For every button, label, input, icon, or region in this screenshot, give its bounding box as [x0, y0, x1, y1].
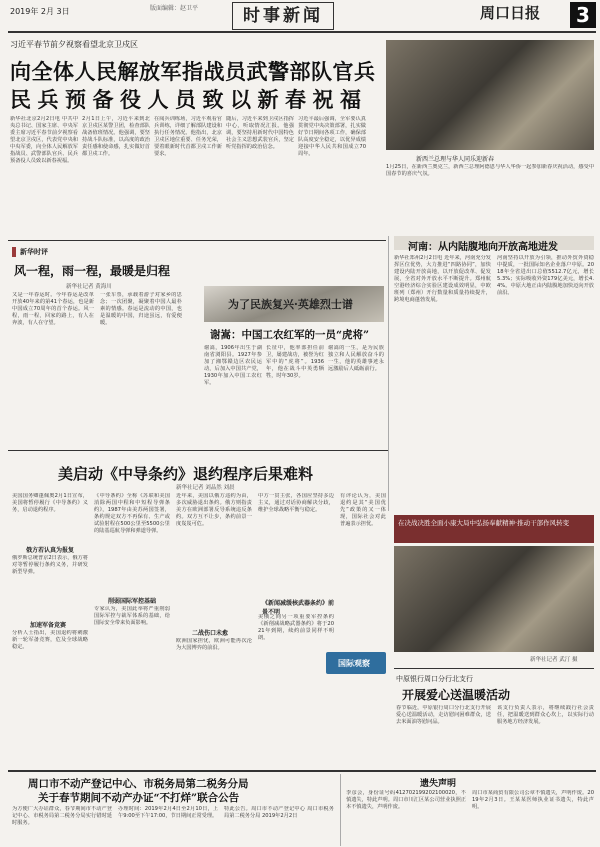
charity-caption: 新华社记者 武汀 摄: [530, 657, 578, 663]
lead-photo-text: 1月25日，在新西兰奥克兰，新西兰总理阿德恩与华人华侨一起参加新春庆祝活动，感受中国春节的喜庆气氛。: [386, 164, 594, 177]
bank-body-col2: 该支行负责人表示，将继续践行社会责任，把温暖送到群众心坎上，以实际行动服务地方经济发展。: [497, 705, 594, 725]
inf-body-col3: 近年来，美国以俄方违约为由，多次威胁退出条约。俄方则指责美方在欧洲部署反导系统违反条约。双方互不让步，条约前景一度岌岌可危。: [176, 493, 252, 527]
header-rule: [8, 31, 596, 33]
inf-body-col2: 《中导条约》全称《苏联和美国消除两国中程和中短程导弹条约》，1987年由美苏两国签署，条约规定双方不再保有、生产或试验射程在500公里至5500公里的陆基巡航导弹和弹道导弹。: [94, 493, 170, 534]
lead-photo-caption: 新西兰总理与华人同乐迎新春: [416, 156, 495, 163]
inf-subhead-5: 《新闻减缓核武器条约》前景不明: [262, 600, 335, 616]
notice-title-line2: 关于春节期间不动产办证“不打烊”联合公告: [38, 792, 240, 804]
martyr-title: 谢嵩：中国工农红军的一员“虎将”: [210, 329, 370, 341]
column-divider: [388, 236, 389, 511]
commentary-byline: 新华社记者 黄海川: [66, 284, 112, 290]
lead-body-col4: 随后，习近平来到卫戍区指挥中心，听取情况汇报。他强调，要坚持用新时代中国特色社会主义思想武装官兵，坚定听党指挥的政治信念。: [226, 116, 294, 150]
lead-body-col5: 习近平最后强调，全军要认真贯彻党中央决策部署，扎实做好节日期间各项工作，确保部队高度安全稳定，以优异成绩迎接中华人民共和国成立70周年。: [298, 116, 366, 157]
issue-date: 2019年 2月 3日: [10, 7, 70, 16]
lead-body-col2: 2月1日上午，习近平来到北京卫戍区某警卫团，检查部队战备值班情况。他强调，要坚持战斗队标准，以高度的政治责任感和使命感，扎实做好首都卫戍工作。: [82, 116, 150, 157]
section-rule-1: [8, 240, 386, 241]
lead-headline-line1: 向全体人民解放军指战员武警部队官兵: [10, 59, 376, 84]
inf-title: 美启动《中导条约》退约程序后果难料: [58, 465, 314, 483]
martyr-banner: 为了民族复兴·英雄烈士谱: [228, 298, 353, 311]
page-editor: 版面编辑：赵卫平: [150, 5, 199, 12]
commentary-tag: 新华时评: [20, 248, 48, 256]
commentary-body-col2: 一张车票，承载着游子对家乡的思念；一次团聚，凝聚着中国人最朴素的情感。春运是流动的中国，也是温暖的中国，归途虽远，有爱便暖。: [100, 292, 182, 326]
lead-body-col1: 新华社北京2月2日电 中共中央总书记、国家主席、中央军委主席习近平春节前夕视察看望北京卫戍区，代表党中央和中央军委，向全体人民解放军指战员、武警部队官兵、民兵预备役人员致以新春祝福。: [10, 116, 78, 164]
inf-body-col2b: 专家认为，美国此举将严重削弱国际军控与裁军体系的基础，给国际安全带来负面影响。: [94, 606, 170, 626]
inf-subhead-2: 加速军备竞赛: [30, 622, 67, 629]
inf-body-col4: 中方一贯主张，各国应坚持多边主义，通过对话协商解决分歧，维护全球战略平衡与稳定。: [258, 493, 334, 513]
lead-kicker: 习近平春节前夕视察看望北京卫戍区: [10, 40, 138, 49]
page-number: 3: [570, 2, 596, 28]
inf-body-col1: 俄罗斯总统普京2日表示，俄方将对等暂停履行条约义务，并研发新型导弹。: [12, 555, 88, 575]
notice-divider: [340, 774, 341, 846]
lost-body-col2: 周口市某商贸有限公司公章不慎遗失，声明作废。2019年2月3日。王某某医师执业证书遗失，特此声明。: [472, 790, 594, 810]
martyr-body-col3: 谢嵩的一生，是为民族独立和人民解放奋斗的一生，他的英雄事迹永远激励后人砥砺前行。: [328, 345, 384, 372]
section-rule-2: [8, 450, 388, 451]
henan-title: 河南：从内陆腹地向开放高地进发: [408, 242, 558, 253]
section-rule-4: [8, 770, 596, 772]
commentary-body-col1: 又是一年春运时。今年春运是改革开放40年来的第41个春运，也是新中国成立70周年的首个春运。风一程，雨一程，回家的路上，有人在奔波，有人在守望。: [12, 292, 94, 326]
notice-body-col2: 办理时间：2019年2月4日至2月10日，上午9:00至下午17:00，节日期间正常受理。: [118, 806, 218, 819]
bank-kicker: 中原银行周口分行北支行: [396, 675, 473, 683]
lead-body-col3: 在阅兵训练场，习近平观看官兵训练，详细了解部队建设和执行任务情况。他指出，北京卫戍区地位重要、任务光荣，要着眼新时代首都卫戍工作新要求。: [154, 116, 222, 157]
bank-title: 开展爱心送温暖活动: [402, 688, 511, 702]
notice-body-col1: 为方便广大办证群众，春节期间市不动产登记中心、市税务局第二税务分局实行错时延时服务。: [12, 806, 112, 826]
masthead: 周口日报: [480, 4, 541, 22]
inf-byline: 新华社记者 刘品然 刘晨: [176, 485, 235, 491]
notice-body-col3: 特此公告。周口市不动产登记中心 周口市税务局第二税务分局 2019年2月2日: [224, 806, 334, 819]
commentary-title: 风一程，雨一程，最暖是归程: [14, 264, 171, 278]
inf-body-col3b: 欧洲国家担忧，欧洲可能再次沦为大国博弈的前沿。: [176, 638, 252, 651]
lead-photo: [386, 40, 594, 150]
lead-headline-line2: 民兵预备役人员致以新春祝福: [10, 87, 368, 112]
inf-subhead-1: 俄方若认真为报复: [26, 547, 75, 554]
martyr-body-col2: 长征中，他率部担任前卫，屡建战功，被誉为红军中的“虎将”。1936年，他在战斗中英勇牺牲，时年30岁。: [266, 345, 324, 379]
inf-badge: 国际观察: [338, 659, 370, 668]
inf-subhead-4: 二战伤口未愈: [192, 630, 229, 637]
section-title: 时事新闻: [232, 2, 334, 30]
section-rule-3: [394, 668, 594, 669]
inf-body-col4b: 美俄之间另一项重要军控条约《新削减战略武器条约》将于2021年到期，续约前景同样不明朗。: [258, 614, 334, 641]
lost-title: 遗失声明: [420, 779, 457, 789]
inf-body-col1b: 分析人士指出，美国退约将刺激新一轮军备竞赛，危及全球战略稳定。: [12, 630, 88, 650]
notice-title-line1: 周口市不动产登记中心、市税务局第二税务分局: [28, 778, 249, 790]
henan-body-col2: 河南坚持以开放为引领，推动外贸外资稳中提质，一批国际知名企业落户中原。2018年全省进出口总值5512.7亿元，增长5.3%；实际吸收外资179亿美元，增长4.4%。中原大地正由内陆腹地加快迈向开放前沿。: [497, 255, 594, 296]
henan-body-col1: 新华社郑州2月2日电 近年来，河南充分发挥区位优势，大力推进“四路协同”，加快建设内陆开放高地，以开放促改革、促发展，全省对外开放水平不断提升。郑州航空港经济综合实验区建设成效明显，中欧班列（郑州）开行数量和质量持续提升，跨境电商蓬勃发展。: [394, 255, 491, 303]
charity-photo: [394, 546, 594, 652]
lost-body-col1: 李彦会，身份证号码412702199202100020，不慎遗失，特此声明。周口市川汇区某公司营业执照正本不慎遗失，声明作废。: [346, 790, 466, 810]
inf-body-col5: 有评论认为，美国退约是其“美国优先”政策的又一体现，国际社会对此普遍表示担忧。: [340, 493, 386, 527]
inf-body-intro: 美国国务卿蓬佩奥2月1日宣布，美国将暂停履行《中导条约》义务，启动退约程序。: [12, 493, 88, 513]
charity-banner: 在决战决胜全面小康大局中弘扬奉献精神·推动干部作风转变: [398, 519, 570, 527]
commentary-tag-marker: [12, 247, 16, 257]
inf-subhead-3: 削弱国际军控基础: [108, 598, 157, 605]
martyr-body-col1: 谢嵩，1906年出生于湖南省浏阳县。1927年参加了湘鄂赣边区农民运动，后加入中国共产党，1930年加入中国工农红军。: [204, 345, 262, 386]
bank-body-col1: 春节临近，中原银行周口分行北支行开展爱心送温暖活动，走访慰问困难群众，送去米面油等慰问品。: [396, 705, 491, 725]
